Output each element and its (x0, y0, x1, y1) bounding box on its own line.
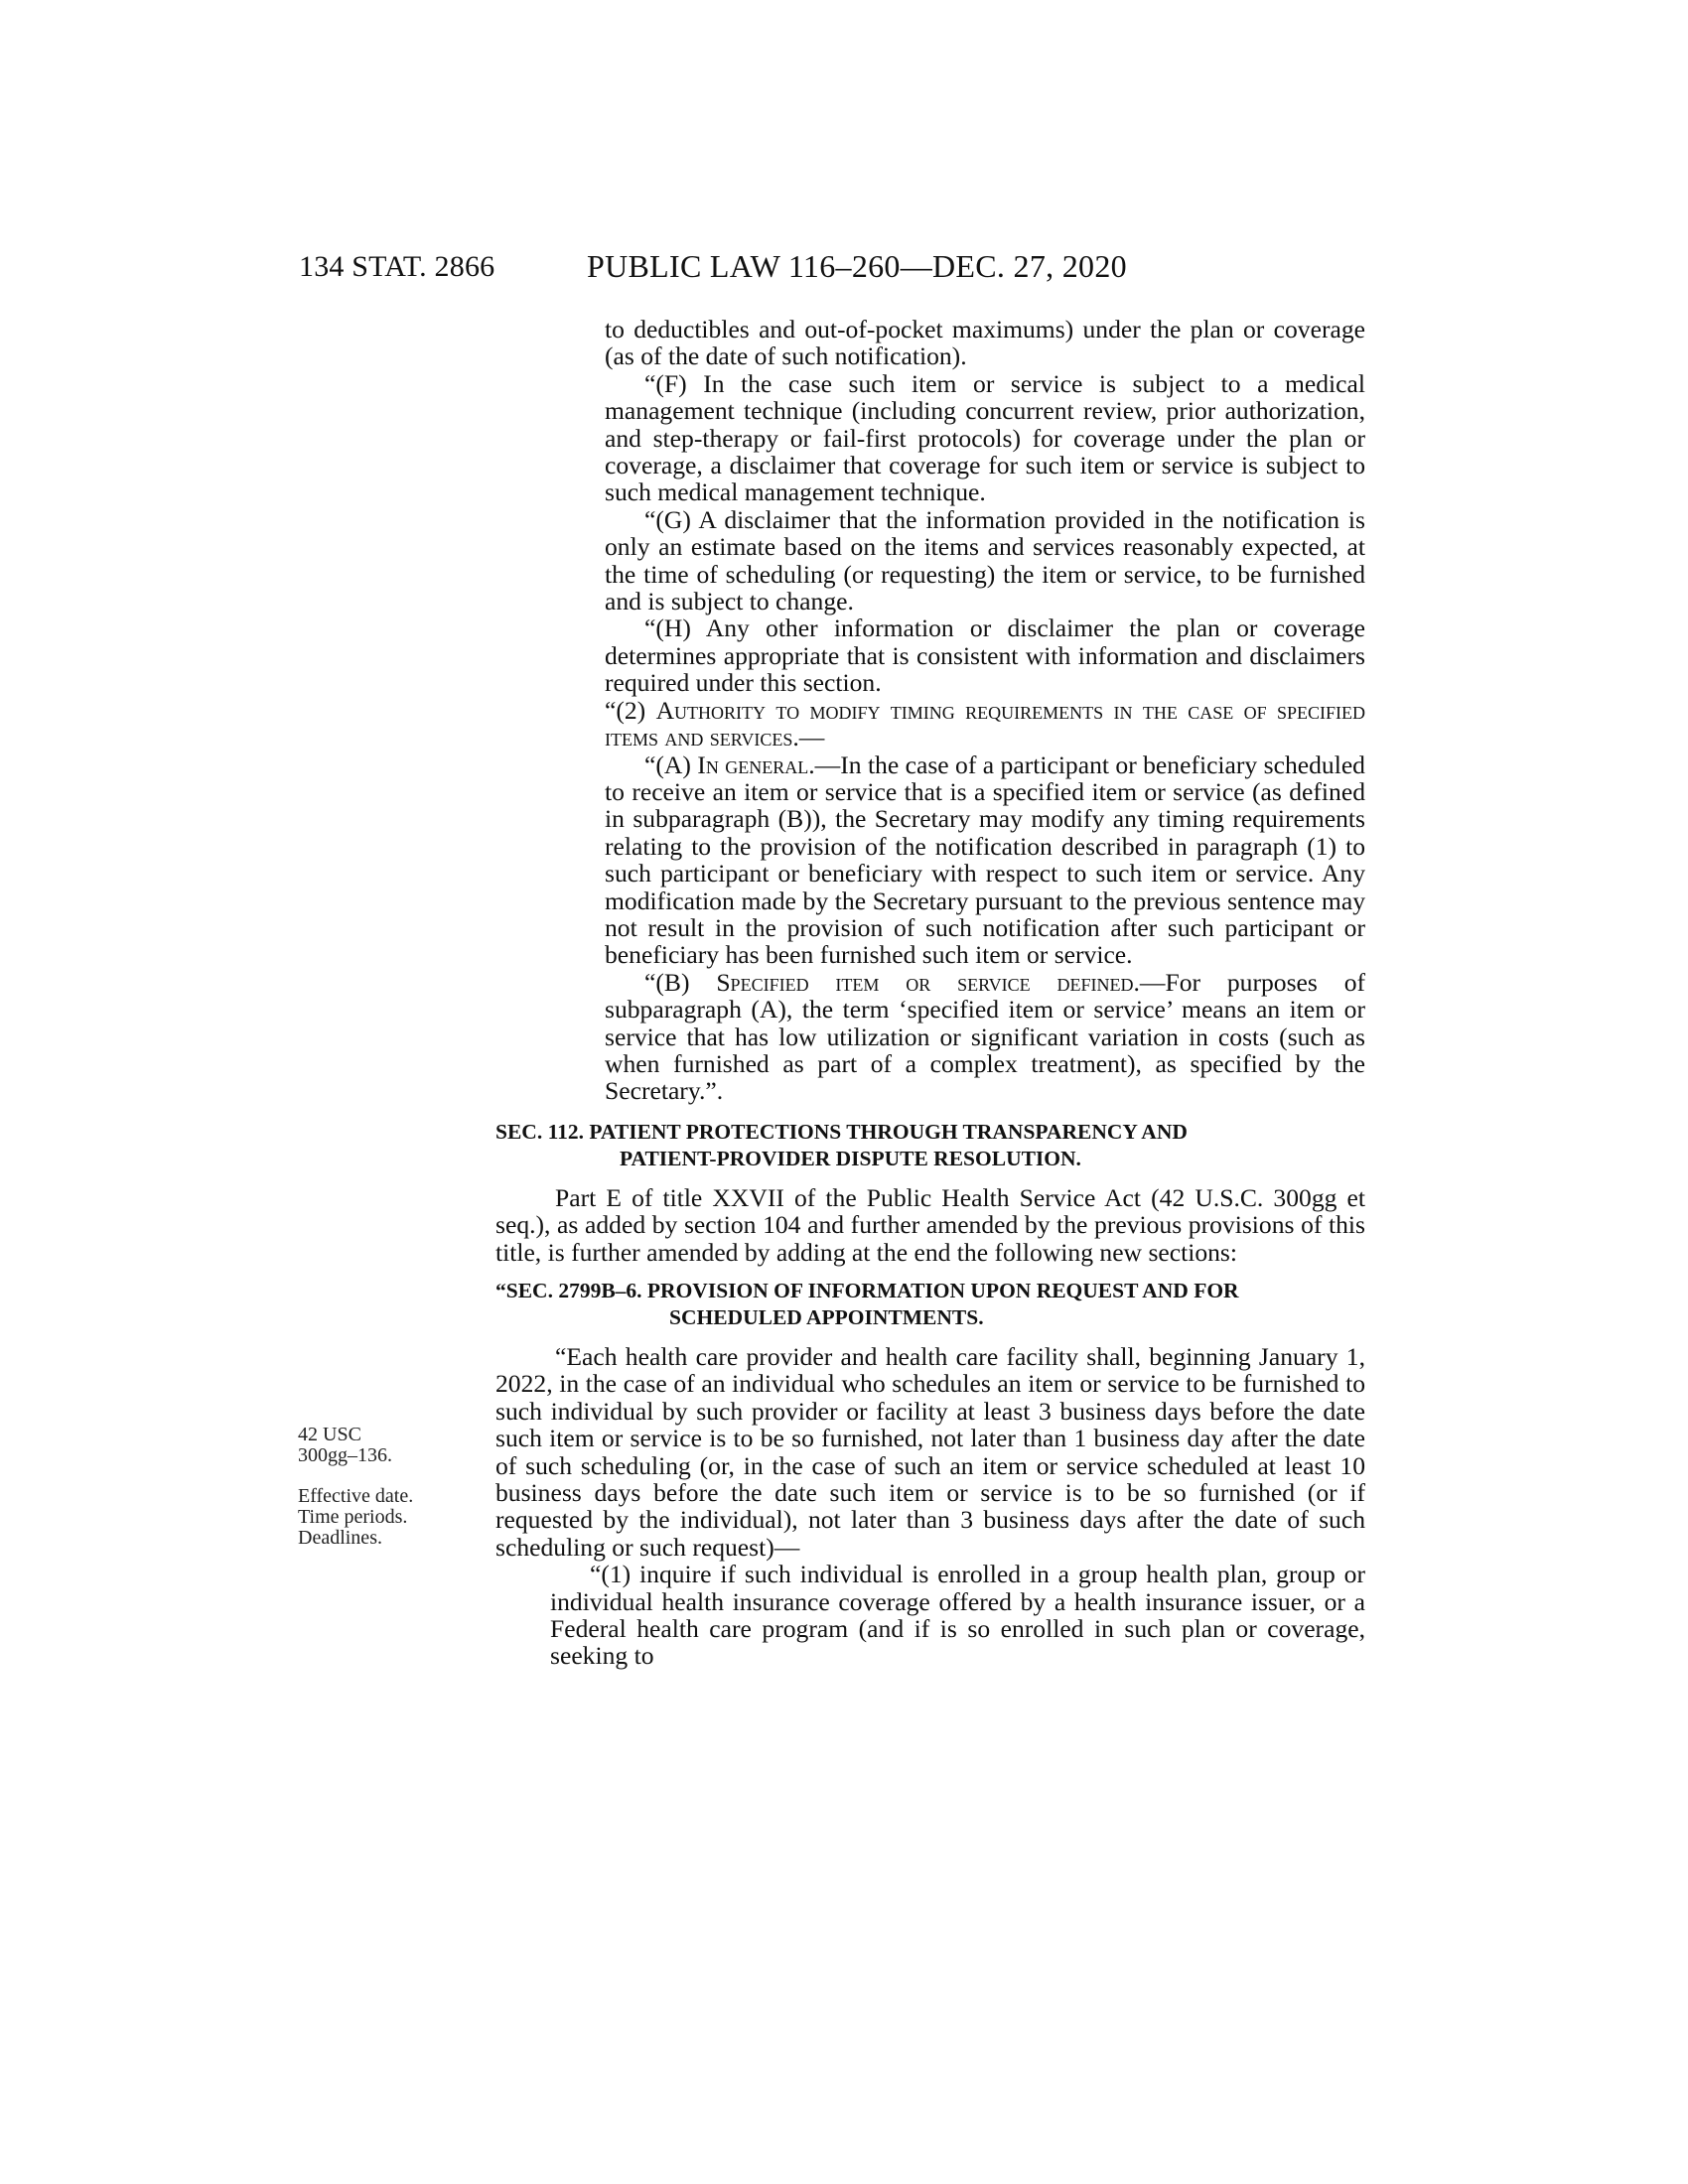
running-header: PUBLIC LAW 116–260—DEC. 27, 2020 (587, 248, 1127, 284)
margin-note-usc-line2: 300gg–136. (298, 1444, 392, 1466)
paragraph-F: “(F) In the case such item or service is subject to a medical management technique (including concurrent review, prior authorization, and step-therapy or fail-first protocols) for coverage under the plan or coverage, a disclaimer that coverage for such item or service is subject to such medical management technique. (605, 368, 1365, 507)
margin-note-time-periods: Time periods. (298, 1506, 408, 1528)
section-2799B-6-line1: “SEC. 2799B–6. PROVISION OF INFORMATION UPON REQUEST AND FOR (495, 1279, 1239, 1302)
paragraph-B-heading: Specified item or service defined (716, 967, 1134, 997)
paragraph-2-dash: — (798, 723, 825, 752)
section-112-heading (495, 1119, 1365, 1172)
margin-note-effective (298, 1486, 413, 1549)
margin-note-effective-date: Effective date. (298, 1485, 414, 1507)
section-112-line2: PATIENT-PROVIDER DISPUTE RESOLUTION. (620, 1146, 1081, 1170)
paragraph-B-number: “(B) (644, 967, 717, 997)
main-text-column (495, 315, 1366, 1671)
statute-page-number: 134 STAT. 2866 (299, 250, 495, 283)
paragraph-G: “(G) A disclaimer that the information provided in the notification is only an estimate based on the items and services reasonably expected, at the time of scheduling (or requesting) the item or service, to be furnished and is subject to change. (605, 504, 1365, 616)
section-112-line1: SEC. 112. PATIENT PROTECTIONS THROUGH TRANSPARENCY AND (495, 1119, 1188, 1144)
paragraph-A-text: .—In the case of a participant or beneficiary scheduled to receive an item or service that is a specified item or service (as defined in subparagraph (B)), the Secretary may modify any timing requirements relating to the provision of the notification described in paragraph (1) to such participant or beneficiary with respect to such item or service. Any modification made by the Secretary pursuant to the previous sentence may not result in the provision of such notification after such participant or beneficiary has been furnished such item or service. (605, 750, 1365, 970)
paragraph-2-heading (550, 697, 1365, 751)
paragraph-B-text: .—For purposes of subparagraph (A), the term ‘specified item or service’ means an item or service that has low utilization or significant variation in costs (such as when furnished as part of a complex treatment), as specified by the Secretary.”. (605, 967, 1366, 1106)
paragraph-A (605, 751, 1365, 969)
paragraph-B (605, 969, 1365, 1105)
paragraph-each-provider: “Each health care provider and health care facility shall, beginning January 1, 2022, in the case of an individual who schedules an item or service to be furnished to such individual by such provider or facility at least 3 business days before the date such item or service is to be so furnished, not later than 1 business day after the date of such scheduling (or, in the case of such an item or service scheduled at least 10 business days before the date such item or service is to be so furnished (or if requested by the individual), not later than 3 business days after the date of such scheduling or such request)— (495, 1342, 1365, 1562)
section-2799B-6-line2: SCHEDULED APPOINTMENTS. (669, 1305, 984, 1329)
paragraph-2-title: Authority to modify timing requirements in the case of specified items and services. (605, 695, 1365, 752)
margin-note-usc (298, 1425, 392, 1466)
paragraph-A-number: “(A) (644, 750, 698, 779)
section-2799B-6-heading (495, 1278, 1365, 1331)
paragraph-part-E: Part E of title XXVII of the Public Health Service Act (42 U.S.C. 300gg et seq.), as added by section 104 and further amended by the previous provisions of this title, is further amended by adding at the end the following new sections: (495, 1182, 1365, 1267)
paragraph-H: “(H) Any other information or disclaimer the plan or coverage determines appropriate that is consistent with information and disclaimers required under this section. (605, 614, 1365, 698)
margin-note-deadlines: Deadlines. (298, 1527, 382, 1549)
paragraph-continuation: to deductibles and out-of-pocket maximums) under the plan or coverage (as of the date of such notification). (605, 315, 1365, 371)
paragraph-2-number: “(2) (605, 695, 656, 725)
paragraph-A-heading: In general (697, 750, 809, 779)
paragraph-1-inquire: “(1) inquire if such individual is enrolled in a group health plan, group or individual health insurance coverage offered by a health insurance issuer, or a Federal health care program (and if is so enrolled in such plan or coverage, seeking to (550, 1560, 1365, 1671)
margin-note-usc-line1: 42 USC (298, 1424, 361, 1445)
